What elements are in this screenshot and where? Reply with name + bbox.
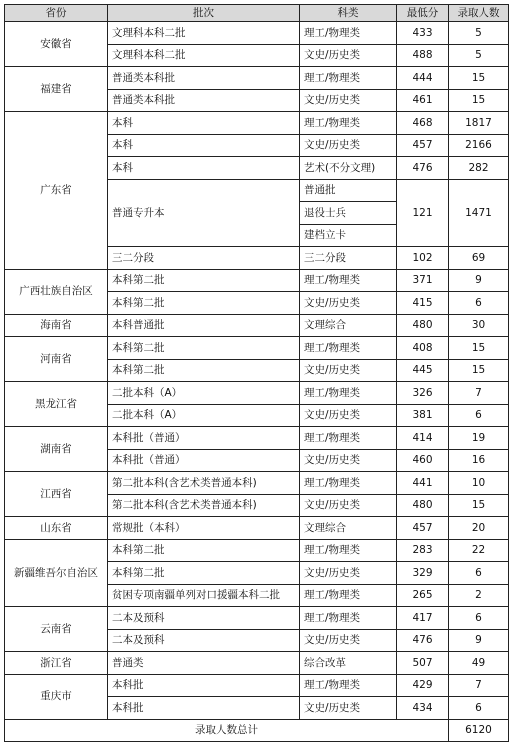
table-header-row [5,5,509,22]
cell-category: 文史/历史类 [300,629,397,652]
total-value: 6120 [449,719,509,742]
cell-category: 文史/历史类 [300,359,397,382]
table-row [5,517,509,540]
cell-min-score: 417 [397,607,449,630]
header-min-score: 最低分 [397,5,449,22]
cell-batch: 第二批本科(含艺术类普通本科) [108,494,300,517]
cell-admitted-count: 30 [449,314,509,337]
cell-admitted-count: 7 [449,382,509,405]
table-row [5,674,509,697]
cell-min-score: 476 [397,157,449,180]
cell-category: 文史/历史类 [300,404,397,427]
cell-admitted-count: 1471 [449,179,509,247]
cell-category: 三二分段 [300,247,397,270]
cell-admitted-count: 2166 [449,134,509,157]
cell-admitted-count: 15 [449,337,509,360]
cell-batch: 本科批（普通） [108,427,300,450]
cell-category: 文史/历史类 [300,697,397,720]
cell-province: 广西壮族自治区 [5,269,108,314]
cell-category: 文史/历史类 [300,44,397,67]
cell-min-score: 476 [397,629,449,652]
cell-admitted-count: 1817 [449,112,509,135]
cell-category: 理工/物理类 [300,269,397,292]
cell-category: 文史/历史类 [300,562,397,585]
cell-min-score: 371 [397,269,449,292]
header-province: 省份 [5,5,108,22]
table-row [5,382,509,405]
cell-admitted-count: 15 [449,67,509,90]
cell-category: 理工/物理类 [300,584,397,607]
table-row [5,607,509,630]
table-row [5,337,509,360]
header-batch: 批次 [108,5,300,22]
cell-min-score: 102 [397,247,449,270]
cell-category: 文史/历史类 [300,134,397,157]
cell-province: 海南省 [5,314,108,337]
cell-admitted-count: 5 [449,44,509,67]
cell-admitted-count: 282 [449,157,509,180]
cell-province: 河南省 [5,337,108,382]
cell-batch: 普通类本科批 [108,67,300,90]
cell-admitted-count: 15 [449,89,509,112]
cell-admitted-count: 6 [449,404,509,427]
cell-batch: 本科第二批 [108,539,300,562]
table-row [5,269,509,292]
cell-province: 云南省 [5,607,108,652]
cell-admitted-count: 6 [449,697,509,720]
table-row [5,22,509,45]
cell-admitted-count: 10 [449,472,509,495]
total-label: 录取人数总计 [5,719,449,742]
cell-admitted-count: 7 [449,674,509,697]
cell-min-score: 461 [397,89,449,112]
table-row [5,112,509,135]
cell-admitted-count: 22 [449,539,509,562]
cell-province: 湖南省 [5,427,108,472]
cell-batch: 普通专升本 [108,179,300,247]
admission-table [4,4,509,742]
cell-category: 理工/物理类 [300,607,397,630]
cell-category: 文史/历史类 [300,292,397,315]
cell-category: 综合改革 [300,652,397,675]
cell-province: 广东省 [5,112,108,270]
cell-min-score: 283 [397,539,449,562]
cell-min-score: 468 [397,112,449,135]
cell-category: 退役士兵 [300,202,397,225]
cell-min-score: 457 [397,134,449,157]
cell-admitted-count: 2 [449,584,509,607]
cell-province: 重庆市 [5,674,108,719]
table-row [5,539,509,562]
cell-min-score: 429 [397,674,449,697]
header-admitted-count: 录取人数 [449,5,509,22]
cell-batch: 本科第二批 [108,359,300,382]
cell-min-score: 414 [397,427,449,450]
cell-batch: 二批本科（A） [108,404,300,427]
table-row [5,652,509,675]
cell-province: 江西省 [5,472,108,517]
cell-min-score: 480 [397,494,449,517]
cell-category: 理工/物理类 [300,539,397,562]
cell-category: 文史/历史类 [300,494,397,517]
cell-category: 理工/物理类 [300,67,397,90]
cell-batch: 普通类本科批 [108,89,300,112]
cell-admitted-count: 20 [449,517,509,540]
cell-admitted-count: 9 [449,629,509,652]
cell-min-score: 480 [397,314,449,337]
cell-min-score: 408 [397,337,449,360]
cell-batch: 文理科本科二批 [108,44,300,67]
cell-min-score: 381 [397,404,449,427]
cell-min-score: 433 [397,22,449,45]
cell-category: 理工/物理类 [300,112,397,135]
cell-min-score: 326 [397,382,449,405]
cell-category: 文理综合 [300,517,397,540]
cell-category: 普通批 [300,179,397,202]
cell-batch: 本科 [108,134,300,157]
cell-batch: 本科 [108,157,300,180]
cell-province: 浙江省 [5,652,108,675]
cell-admitted-count: 9 [449,269,509,292]
table-row [5,427,509,450]
cell-category: 文理综合 [300,314,397,337]
cell-batch: 常规批（本科） [108,517,300,540]
cell-min-score: 329 [397,562,449,585]
cell-province: 山东省 [5,517,108,540]
cell-category: 理工/物理类 [300,337,397,360]
cell-admitted-count: 19 [449,427,509,450]
cell-province: 黑龙江省 [5,382,108,427]
cell-batch: 本科第二批 [108,337,300,360]
cell-admitted-count: 6 [449,607,509,630]
cell-batch: 二批本科（A） [108,382,300,405]
cell-admitted-count: 6 [449,562,509,585]
cell-min-score: 507 [397,652,449,675]
cell-min-score: 445 [397,359,449,382]
cell-min-score: 265 [397,584,449,607]
cell-min-score: 460 [397,449,449,472]
cell-min-score: 457 [397,517,449,540]
table-row [5,314,509,337]
cell-min-score: 488 [397,44,449,67]
cell-batch: 本科普通批 [108,314,300,337]
cell-min-score: 434 [397,697,449,720]
cell-category: 理工/物理类 [300,674,397,697]
cell-batch: 二本及预科 [108,629,300,652]
cell-batch: 二本及预科 [108,607,300,630]
cell-batch: 本科第二批 [108,269,300,292]
cell-admitted-count: 6 [449,292,509,315]
cell-province: 新疆维吾尔自治区 [5,539,108,607]
cell-category: 理工/物理类 [300,427,397,450]
cell-batch: 本科第二批 [108,562,300,585]
cell-batch: 第二批本科(含艺术类普通本科) [108,472,300,495]
cell-batch: 本科批 [108,674,300,697]
cell-category: 艺术(不分文理) [300,157,397,180]
cell-batch: 三二分段 [108,247,300,270]
cell-min-score: 415 [397,292,449,315]
cell-admitted-count: 49 [449,652,509,675]
cell-batch: 本科批（普通） [108,449,300,472]
table-row [5,472,509,495]
cell-category: 文史/历史类 [300,89,397,112]
cell-batch: 普通类 [108,652,300,675]
cell-admitted-count: 5 [449,22,509,45]
cell-min-score: 441 [397,472,449,495]
cell-admitted-count: 16 [449,449,509,472]
cell-admitted-count: 15 [449,359,509,382]
cell-batch: 文理科本科二批 [108,22,300,45]
table-row [5,67,509,90]
cell-province: 福建省 [5,67,108,112]
header-category: 科类 [300,5,397,22]
cell-category: 建档立卡 [300,224,397,247]
cell-batch: 本科批 [108,697,300,720]
cell-category: 理工/物理类 [300,472,397,495]
cell-batch: 本科 [108,112,300,135]
cell-category: 文史/历史类 [300,449,397,472]
cell-batch: 本科第二批 [108,292,300,315]
cell-category: 理工/物理类 [300,382,397,405]
cell-min-score: 121 [397,179,449,247]
cell-category: 理工/物理类 [300,22,397,45]
cell-admitted-count: 69 [449,247,509,270]
cell-admitted-count: 15 [449,494,509,517]
cell-province: 安徽省 [5,22,108,67]
table-body [5,22,509,720]
total-row [5,719,509,742]
cell-min-score: 444 [397,67,449,90]
cell-batch: 贫困专项南疆单列对口援疆本科二批 [108,584,300,607]
